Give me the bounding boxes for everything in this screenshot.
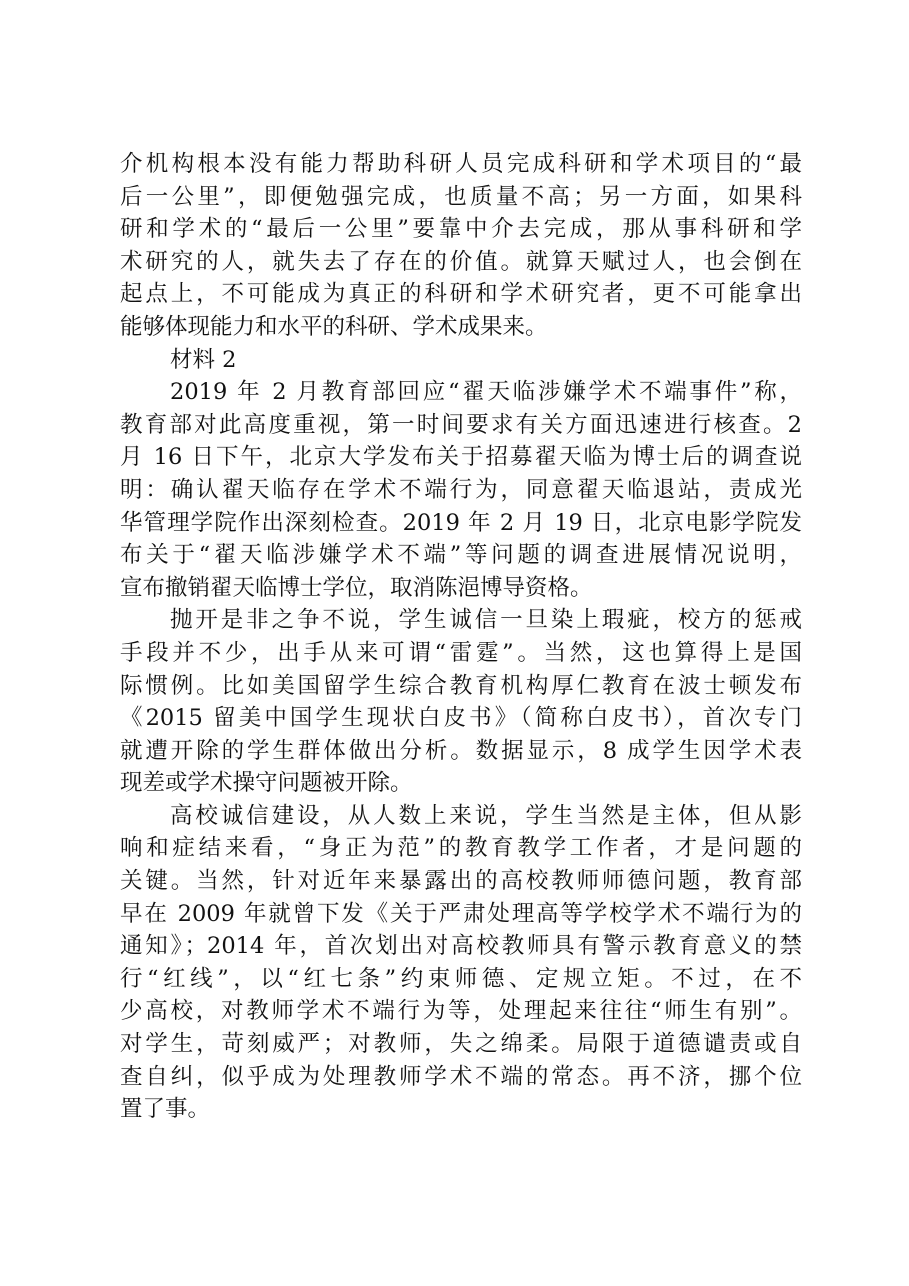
text-line: 能够体现能力和水平的科研、学术成果来。 [120,313,548,340]
text-line: 《2015 留美中国学生现状白皮书》（简称白皮书），首次专门 [120,705,802,732]
text-line: 手段并不少，出手从来可谓“雷霆”。当然，这也算得上是国 [120,639,802,666]
text-line: 现差或学术操守问题被开除。 [120,770,413,797]
text-line: 对学生，苛刻威严；对教师，失之绵柔。局限于道德谴责或自 [120,1031,802,1058]
text-line: 宣布撤销翟天临博士学位，取消陈浥博导资格。 [120,574,593,601]
text-line: 关键。当然，针对近年来暴露出的高校教师师德问题，教育部 [120,868,802,895]
text-line: 介机构根本没有能力帮助科研人员完成科研和学术项目的“最 [120,151,802,177]
section-heading: 材料 2 [170,346,237,373]
text-line: 响和症结来看，“身正为范”的教育教学工作者，才是问题的 [120,835,802,862]
text-line: 际惯例。比如美国留学生综合教育机构厚仁教育在波士顿发布 [120,672,802,699]
text-line: 布关于“翟天临涉嫌学术不端”等问题的调查进展情况说明， [120,542,802,569]
text-line: 华管理学院作出深刻检查。2019 年 2 月 19 日，北京电影学院发 [120,509,802,536]
text-line: 明：确认翟天临存在学术不端行为，同意翟天临退站，责成光 [120,476,802,503]
text-line: 通知》；2014 年，首次划出对高校教师具有警示教育意义的禁 [120,933,802,960]
text-line: 少高校，对教师学术不端行为等，处理起来往往“师生有别”。 [120,998,802,1025]
text-line: 行“红线”，以“红七条”约束师德、定规立矩。不过，在不 [120,965,802,992]
document-body [120,148,802,1126]
text-line: 置了事。 [120,1096,211,1123]
text-line: 查自纠，似乎成为处理教师学术不端的常态。再不济，挪个位 [120,1063,802,1090]
text-line: 2019 年 2 月教育部回应“翟天临涉嫌学术不端事件”称， [170,379,802,406]
text-line: 教育部对此高度重视，第一时间要求有关方面迅速进行核查。2 [120,411,802,438]
text-line: 就遭开除的学生群体做出分析。数据显示，8 成学生因学术表 [120,737,802,764]
text-line: 研和学术的“最后一公里”要靠中介去完成，那从事科研和学 [120,216,802,243]
text-line: 早在 2009 年就曾下发《关于严肃处理高等学校学术不端行为的 [120,900,802,927]
text-line: 月 16 日下午，北京大学发布关于招募翟天临为博士后的调查说 [120,444,802,471]
text-line: 术研究的人，就失去了存在的价值。就算天赋过人，也会倒在 [120,248,802,275]
text-line: 高校诚信建设，从人数上来说，学生当然是主体，但从影 [170,802,802,829]
text-line: 抛开是非之争不说，学生诚信一旦染上瑕疵，校方的惩戒 [170,607,802,634]
text-line: 起点上，不可能成为真正的科研和学术研究者，更不可能拿出 [120,281,802,308]
text-line: 后一公里”，即便勉强完成，也质量不高；另一方面，如果科 [120,183,802,210]
